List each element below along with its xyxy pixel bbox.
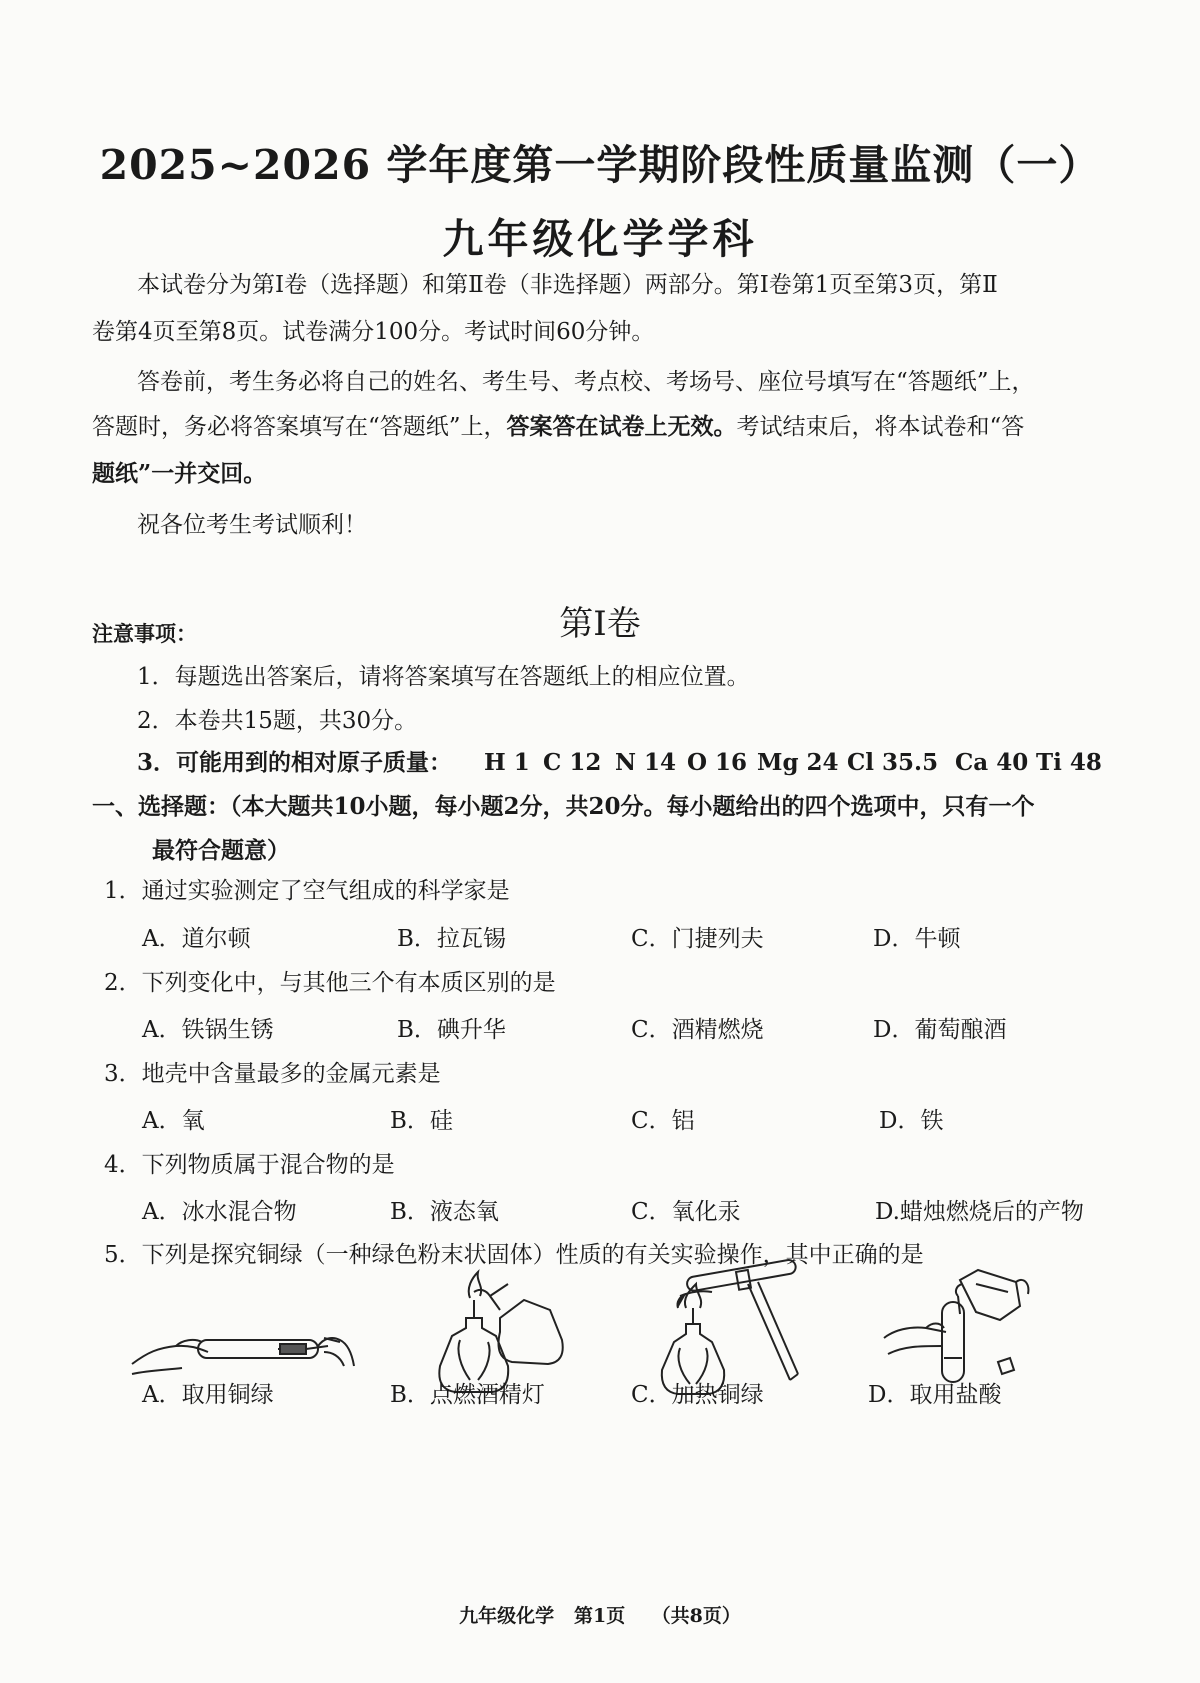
intro-line-3: 答卷前，考生务必将自己的姓名、考生号、考点校、考场号、座位号填写在“答题纸”上， [137, 369, 1035, 395]
question-2-option-a: A．铁锅生锈 [142, 1017, 274, 1043]
section-1-heading: 一、选择题：（本大题共10小题，每小题2分，共20分。每小题给出的四个选项中，只有一个 [92, 793, 1035, 820]
invalid-answer-warning: 答案答在试卷上无效。 [506, 413, 737, 440]
question-2-option-b: B．碘升华 [397, 1017, 506, 1043]
mass-5: Mg 24 [757, 749, 839, 776]
question-1-option-c: C．门捷列夫 [631, 926, 764, 952]
question-5-option-c: C．加热铜绿 [631, 1382, 764, 1408]
question-4-option-a: A．冰水混合物 [142, 1199, 297, 1225]
question-2-option-d: D．葡萄酿酒 [873, 1017, 1007, 1043]
question-5-option-b: B．点燃酒精灯 [390, 1382, 545, 1408]
mass-7: Ca 40 [955, 749, 1029, 776]
question-4-option-d: D.蜡烛燃烧后的产物 [875, 1199, 1084, 1225]
question-3-option-d: D．铁 [879, 1108, 944, 1134]
section-1-heading-cont: 最符合题意） [152, 837, 290, 864]
volume-title: 第Ⅰ卷 [559, 604, 641, 644]
question-3-option-c: C．铝 [631, 1108, 695, 1134]
question-5-option-a: A．取用铜绿 [142, 1382, 274, 1408]
mass-2: C 12 [543, 749, 602, 776]
note-3-label: 3．可能用到的相对原子质量： [137, 749, 453, 776]
intro-line-5: 题纸”一并交回。 [92, 460, 267, 487]
mass-3: N 14 [615, 749, 677, 776]
question-3-stem: 3．地壳中含量最多的金属元素是 [104, 1061, 441, 1087]
note-1: 1．每题选出答案后，请将答案填写在答题纸上的相应位置。 [137, 664, 750, 690]
intro-line-2: 卷第4页至第8页。试卷满分100分。考试时间60分钟。 [92, 319, 655, 345]
question-1-option-a: A．道尔顿 [142, 926, 251, 952]
question-2-stem: 2．下列变化中，与其他三个有本质区别的是 [104, 970, 556, 996]
question-2-option-c: C．酒精燃烧 [631, 1017, 764, 1043]
mass-1: H 1 [484, 749, 530, 776]
notes-heading: 注意事项： [92, 621, 197, 646]
good-luck-line: 祝各位考生考试顺利！ [137, 512, 367, 538]
question-3-option-a: A．氧 [142, 1108, 205, 1134]
mass-4: O 16 [687, 749, 748, 776]
intro-line-4c: 考试结束后，将本试卷和“答 [736, 414, 1025, 440]
intro-line-1: 本试卷分为第Ⅰ卷（选择题）和第Ⅱ卷（非选择题）两部分。第Ⅰ卷第1页至第3页，第Ⅱ [137, 272, 998, 298]
mass-6: Cl 35.5 [847, 749, 939, 776]
question-4-option-c: C．氧化汞 [631, 1199, 741, 1225]
question-4-stem: 4．下列物质属于混合物的是 [104, 1152, 395, 1178]
intro-line-4a: 答题时，务必将答案填写在“答题纸”上， [92, 414, 507, 440]
question-1-option-b: B．拉瓦锡 [397, 926, 506, 952]
page-footer: 九年级化学 第1页 （共8页） [459, 1605, 741, 1627]
question-5-option-d: D．取用盐酸 [868, 1382, 1002, 1408]
question-1-option-d: D．牛顿 [873, 926, 961, 952]
question-5-stem: 5．下列是探究铜绿（一种绿色粉末状固体）性质的有关实验操作，其中正确的是 [104, 1242, 924, 1268]
note-3 [137, 746, 452, 780]
exam-title: 2025~2026 学年度第一学期阶段性质量监测（一） [99, 141, 1101, 189]
question-1-stem: 1．通过实验测定了空气组成的科学家是 [104, 878, 510, 904]
exam-subtitle: 九年级化学学科 [442, 215, 758, 263]
question-3-option-b: B．硅 [390, 1108, 453, 1134]
question-4-option-b: B．液态氧 [390, 1199, 499, 1225]
note-2: 2．本卷共15题，共30分。 [137, 708, 418, 734]
intro-line-4 [92, 410, 1024, 444]
mass-8: Ti 48 [1036, 749, 1102, 776]
